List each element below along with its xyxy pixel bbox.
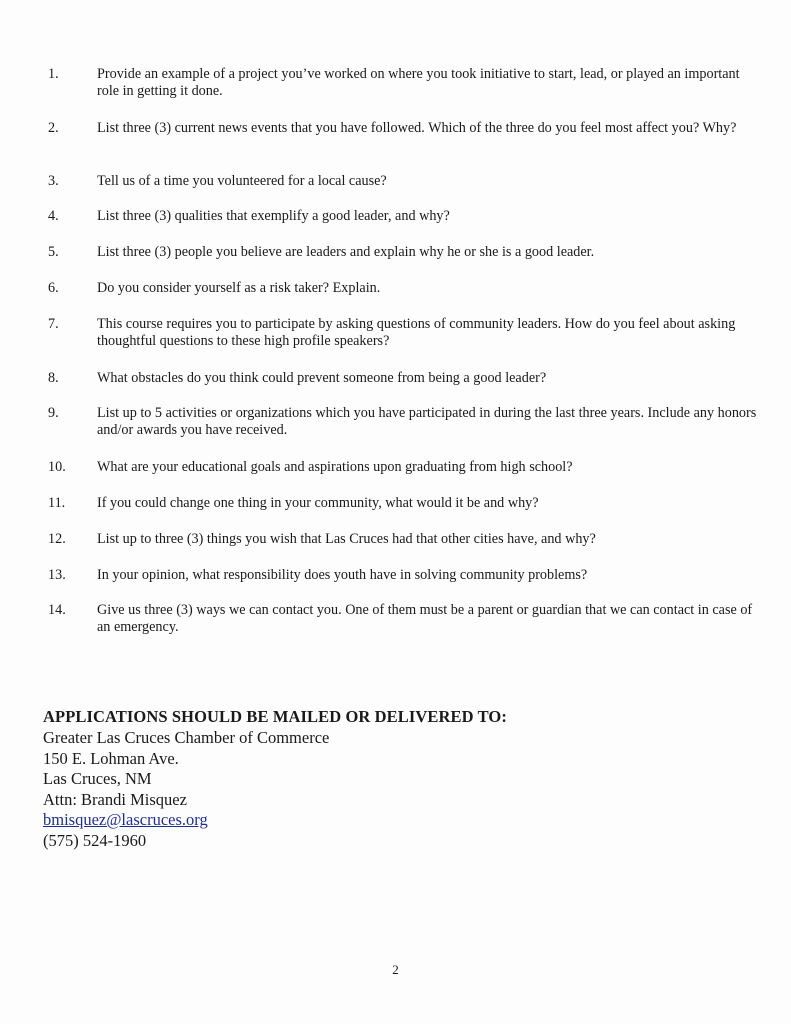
question-number: 11. (48, 495, 66, 511)
phone-number: (575) 524-1960 (43, 830, 147, 850)
question-number: 1. (48, 66, 59, 82)
question-text: Give us three (3) ways we can contact you. One of them must be a parent or guardian that we can contact in case of an emergency. (97, 602, 753, 635)
question-number: 12. (48, 531, 66, 547)
question-number: 4. (48, 208, 59, 224)
question-text: Provide an example of a project you’ve worked on where you took initiative to start, lead, or played an important role in getting it done. (97, 66, 740, 99)
question-text: What are your educational goals and aspirations upon graduating from high school? (97, 459, 573, 475)
question-number: 14. (48, 602, 66, 618)
question-number: 13. (48, 567, 66, 583)
question-text: Tell us of a time you volunteered for a local cause? (97, 173, 387, 189)
question-text: Do you consider yourself as a risk taker? Explain. (97, 280, 381, 296)
email-link[interactable]: bmisquez@lascruces.org (43, 810, 208, 829)
mailing-heading: APPLICATIONS SHOULD BE MAILED OR DELIVERED TO: (43, 707, 507, 726)
city-state: Las Cruces, NM (43, 769, 152, 788)
question-text: List up to three (3) things you wish that Las Cruces had that other cities have, and why? (97, 531, 596, 547)
question-text: What obstacles do you think could prevent someone from being a good leader? (97, 370, 547, 386)
question-number: 5. (48, 244, 59, 260)
question-text: In your opinion, what responsibility does youth have in solving community problems? (97, 567, 588, 583)
question-text: List three (3) current news events that you have followed. Which of the three do you feel most affect you? Why? (97, 120, 737, 136)
question-number: 2. (48, 120, 59, 136)
question-text: This course requires you to participate by asking questions of community leaders. How do you feel about asking thoughtful questions to these high profile speakers? (97, 316, 736, 349)
question-text: List three (3) people you believe are leaders and explain why he or she is a good leader. (97, 244, 595, 260)
question-number: 9. (48, 405, 59, 421)
question-text: List up to 5 activities or organizations which you have participated in during the last three years. Include any honors and/or awards you have received. (97, 405, 757, 438)
question-number: 10. (48, 459, 66, 475)
page-number: 2 (392, 962, 399, 977)
question-number: 3. (48, 173, 59, 189)
question-text: If you could change one thing in your community, what would it be and why? (97, 495, 539, 511)
question-number: 6. (48, 280, 59, 296)
mailing-address-block (43, 707, 743, 851)
question-number: 7. (48, 316, 59, 332)
street-address: 150 E. Lohman Ave. (43, 748, 179, 768)
question-number: 8. (48, 370, 59, 386)
attention-line: Attn: Brandi Misquez (43, 789, 187, 809)
organization-name: Greater Las Cruces Chamber of Commerce (43, 728, 330, 747)
question-text: List three (3) qualities that exemplify a good leader, and why? (97, 208, 450, 224)
